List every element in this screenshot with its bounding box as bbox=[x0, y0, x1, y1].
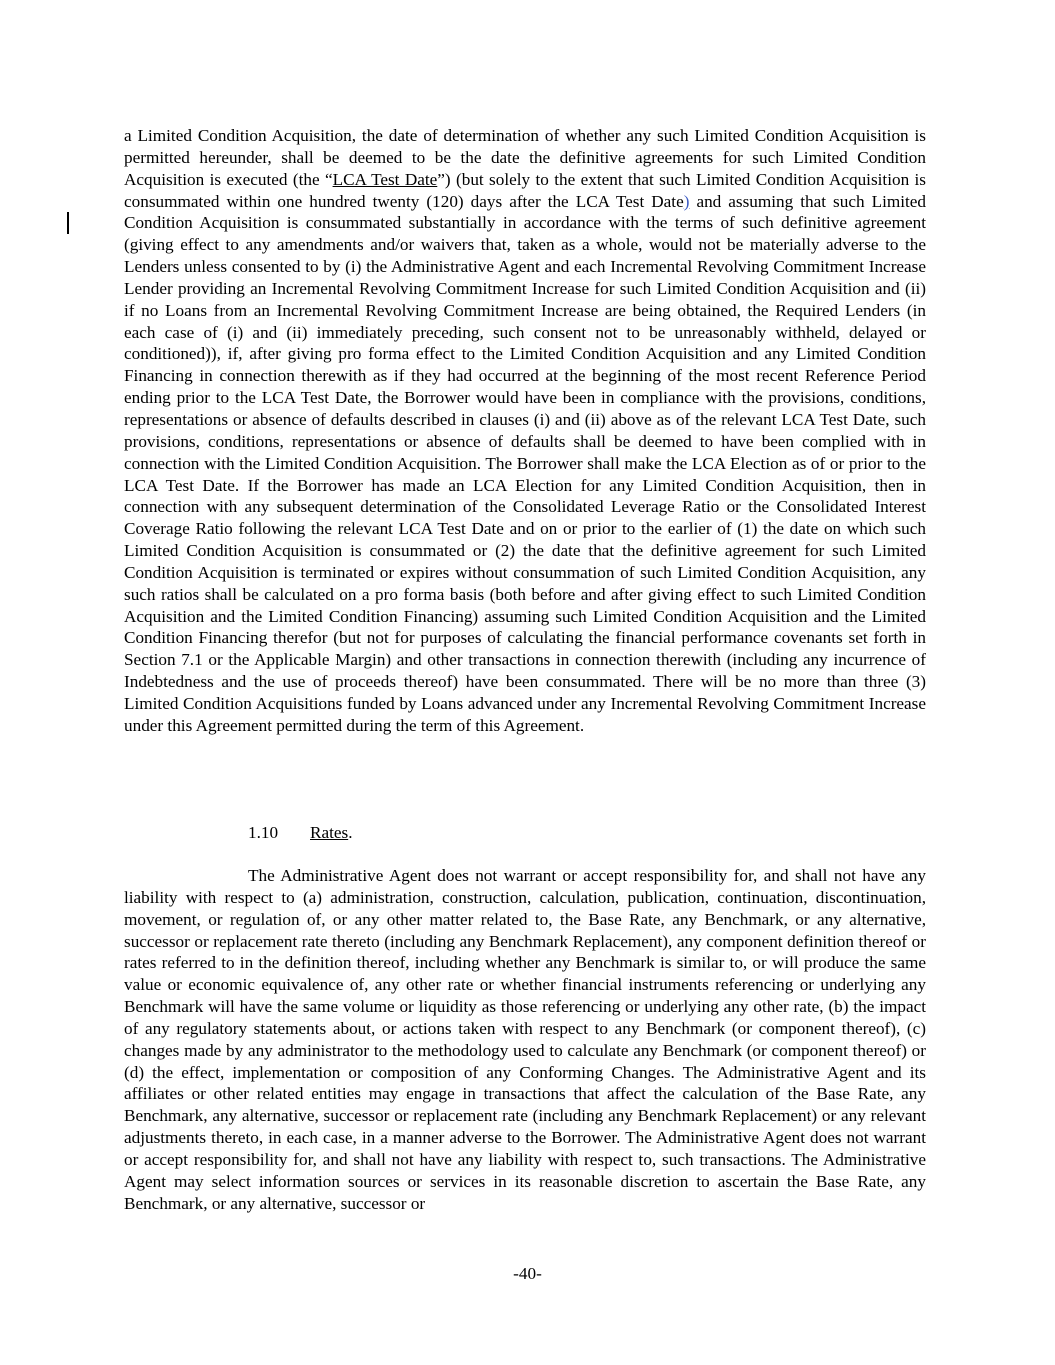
section-title: Rates bbox=[310, 823, 349, 842]
revision-change-bar bbox=[67, 212, 69, 234]
lca-paragraph-text-1: a Limited Condition Acquisition, the date of determination of whether any such Limited Condition Acquisition is permitted hereunder, shall be deemed to be the date the definitive agreements for such Limited Condition Acquisition is executed (the “ bbox=[124, 126, 926, 189]
section-title-period: . bbox=[348, 823, 353, 842]
page-number: -40- bbox=[513, 1264, 542, 1283]
section-number: 1.10 bbox=[248, 823, 279, 842]
rates-paragraph: The Administrative Agent does not warrant or accept responsibility for, and shall not have any liability with respect to (a) administration, construction, calculation, publication, continuation, discontinuation, movement, or regulation of, or any other matter related to, the Base Rate, any Benchmark, or any alternative, successor or replacement rate thereto (including any Benchmark Replacement), any component definition thereof or rates referred to in the definition thereof, including whether any Benchmark is similar to, or will produce the same value or economic equivalence of, any other rate or whether financial instruments referencing or underlying any Benchmark will have the same volume or liquidity as those referencing or underlying any other rate, (b) the impact of any regulatory statements about, or actions taken with respect to any Benchmark (or component thereof), (c) changes made by any administrator to the methodology used to calculate any Benchmark (or component thereof) or (d) the effect, implementation or composition of any Conforming Changes. The Administrative Agent and its affiliates or other related entities may engage in transactions that affect the calculation of the Base Rate, any Benchmark, any alternative, successor or replacement rate (including any Benchmark Replacement) or any relevant adjustments thereto, in each case, in a manner adverse to the Borrower. The Administrative Agent does not warrant or accept responsibility for, and shall not have any liability with respect to, such transactions. The Administrative Agent may select information sources or services in its reasonable discretion to ascertain the Base Rate, any Benchmark, or any alternative, successor or bbox=[124, 866, 926, 1213]
lca-test-date-term: LCA Test Date bbox=[332, 169, 438, 189]
section-heading bbox=[248, 822, 352, 844]
lca-paragraph-text-2: ”) (but solely to the extent that such Limited Condition Acquisition is consummated within one hundred twenty (120) days after the LCA Test Date bbox=[124, 169, 926, 211]
lca-paragraph-text-3: and assuming that such Limited Condition Acquisition is consummated substantially in accordance with the terms of such definitive agreement (giving effect to any amendments and/or waivers that, taken as a whole, would not be materially adverse to the Lenders unless consented to by (i) the Administrative Agent and each Incremental Revolving Commitment Increase Lender providing an Incremental Revolving Commitment Increase for such Limited Condition Acquisition and (ii) if no Loans from an Incremental Revolving Commitment Increase are being obtained, the Required Lenders (in each case of (i) and (ii) immediately preceding, such consent not to be unreasonably withheld, delayed or conditioned)), if, after giving pro forma effect to the Limited Condition Acquisition and any Limited Condition Financing in connection therewith as if they had occurred at the beginning of the most recent Reference Period ending prior to the LCA Test Date, the Borrower would have been in compliance with the provisions, conditions, representations or absence of defaults described in clauses (i) and (ii) above as of the relevant LCA Test Date, such provisions, conditions, representations or absence of defaults shall be deemed to have been complied with in connection with the Limited Condition Acquisition. The Borrower shall make the LCA Election as of or prior to the LCA Test Date. If the Borrower has made an LCA Election for any Limited Condition Acquisition, then in connection with any subsequent determination of the Consolidated Leverage Ratio or the Consolidated Interest Coverage Ratio following the relevant LCA Test Date and on or prior to the earlier of (1) the date on which such Limited Condition Acquisition is consummated or (2) the date that the definitive agreement for such Limited Condition Acquisition is terminated or expires without consummation of such Limited Condition Acquisition, any such ratios shall be calculated on a pro forma basis (both before and after giving effect to such Limited Condition Acquisition and the Limited Condition Financing) assuming such Limited Condition Acquisition and the Limited Condition Financing therefor (but not for purposes of calculating the financial performance covenants set forth in Section 7.1 or the Applicable Margin) and other transactions in connection therewith (including any incurrence of Indebtedness and the use of proceeds thereof) have been consummated. There will be no more than three (3) Limited Condition Acquisitions funded by Loans advanced under any Incremental Revolving Commitment Increase under this Agreement permitted during the term of this Agreement. bbox=[124, 191, 926, 735]
lca-paragraph bbox=[124, 125, 926, 737]
revision-mark: ) bbox=[683, 191, 690, 211]
